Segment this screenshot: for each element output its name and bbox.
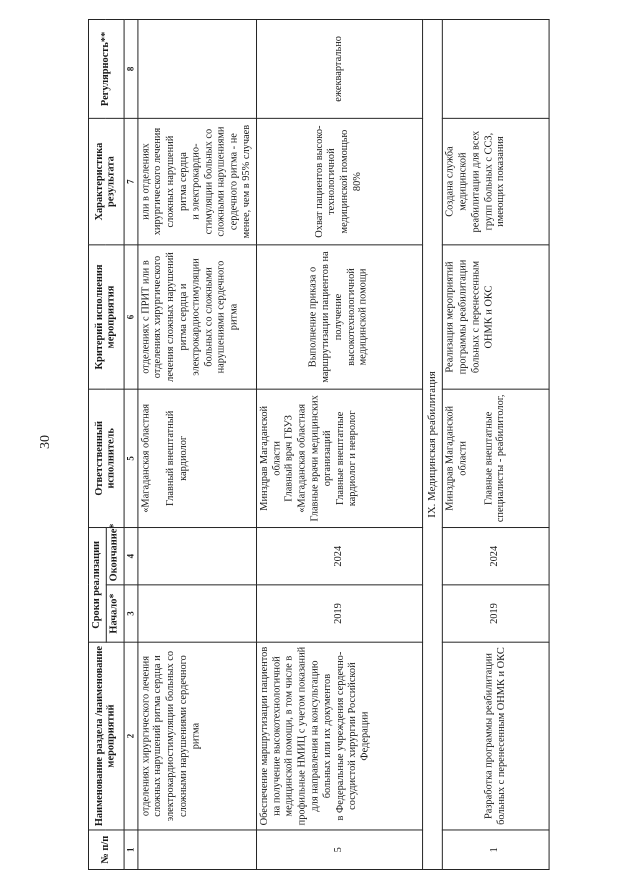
page-number: 30 <box>38 435 53 449</box>
responsible-line: Главный внештатный кардиолог <box>165 410 189 506</box>
row-result <box>137 118 256 245</box>
table-row <box>442 20 549 870</box>
responsible-line: Главные врачи медицинских организаций <box>309 395 333 522</box>
row-start <box>137 585 256 642</box>
header-period: Сроки реализации <box>88 528 106 643</box>
section-row <box>422 20 442 870</box>
row-result: Создана служба медицинской реабилитации для всех групп больных с ССЗ, имеющих показания <box>442 118 549 245</box>
column-number: 6 <box>124 245 138 389</box>
column-number: 2 <box>124 642 138 830</box>
row-criterion: Выполнение приказа о маршрутизации пациентов на получение высокотехнологичной медицинской помощи <box>256 245 422 389</box>
row-start: 2019 <box>256 585 422 642</box>
row-num: 5 <box>256 830 422 870</box>
result-line: и электрокардио-стимуляции больных со сложными нарушениями сердечного ритма - не менее, чем в 95% случаев <box>190 124 253 239</box>
header-regularity: Регулярность** <box>88 20 123 119</box>
measures-table-wrapper <box>88 20 550 870</box>
row-start: 2019 <box>442 585 549 642</box>
row-criterion: отделениях с ПРИТ или в отделениях хирургического лечения сложных нарушений ритма сердца и электрокардиостимуляции больных со сложными нарушениями сердечного ритма <box>137 245 256 389</box>
header-result: Характеристика результата <box>88 118 123 245</box>
column-number: 1 <box>124 830 138 870</box>
header-start: Начало* <box>106 585 124 642</box>
responsible-line: Главный врач ГБУЗ «Магаданская областная <box>284 403 308 513</box>
row-regularity <box>442 20 549 119</box>
row-num <box>137 830 256 870</box>
responsible-line: Минздрав Магаданской области <box>444 405 469 511</box>
header-row-top <box>88 20 106 870</box>
row-name <box>256 642 422 830</box>
responsible-line: «Магаданская областная <box>139 403 151 513</box>
responsible-line: Главные внештатные специалисты - реабилитолог, <box>482 394 507 523</box>
header-num: № п/п <box>88 830 123 870</box>
header-end: Окончание* <box>106 528 124 585</box>
table-row <box>137 20 256 870</box>
measures-table <box>88 19 550 870</box>
row-regularity: ежеквартально <box>256 20 422 119</box>
responsible-line: Минздрав Магаданской области <box>258 405 283 511</box>
column-number: 5 <box>124 389 138 527</box>
responsible-line: Главные внештатные кардиолог и невролог <box>334 410 359 507</box>
row-responsible <box>442 389 549 527</box>
column-number: 3 <box>124 585 138 642</box>
row-name: Разработка программы реабилитации больных с перенесенным ОНМК и ОКС <box>442 642 549 830</box>
row-name: отделениях хирургического лечения сложных нарушений ритма сердца и электрокардиостимуляции больных со сложными нарушениями сердечного ритма <box>137 642 256 830</box>
row-responsible <box>137 389 256 527</box>
row-result: Охват пациентов высоко-технологичной медицинской помощью 80% <box>256 118 422 245</box>
column-number-row <box>124 20 138 870</box>
header-responsible: Ответственный исполнитель <box>88 389 123 527</box>
result-line: или в отделениях хирургического лечения сложных нарушений ритма сердца <box>139 127 189 236</box>
row-end: 2024 <box>442 528 549 585</box>
header-name: Наименование раздела /наименование мероприятий <box>88 642 123 830</box>
row-regularity <box>137 20 256 119</box>
row-criterion: Реализация мероприятий программы реабилитации больных с перенесенным ОНМК и ОКС <box>442 245 549 389</box>
column-number: 4 <box>124 528 138 585</box>
column-number: 7 <box>124 118 138 245</box>
row-num: 1 <box>442 830 549 870</box>
section-title: IX. Медицинская реабилитация <box>422 20 442 870</box>
name-line: в Федеральные учреждения сердечно-сосудистой хирургии Российской Федерации <box>334 651 371 821</box>
table-row <box>256 20 422 870</box>
column-number: 8 <box>124 20 138 119</box>
row-end <box>137 528 256 585</box>
row-responsible <box>256 389 422 527</box>
header-criterion: Критерий исполнения мероприятия <box>88 245 123 389</box>
name-line: Обеспечение маршрутизации пациентов на получение высокотехнологичной медицинской помощи, в том числе в профильные НМИЦ с учетом показаний для направления на консультацию больных или их документов <box>258 646 333 826</box>
row-end: 2024 <box>256 528 422 585</box>
